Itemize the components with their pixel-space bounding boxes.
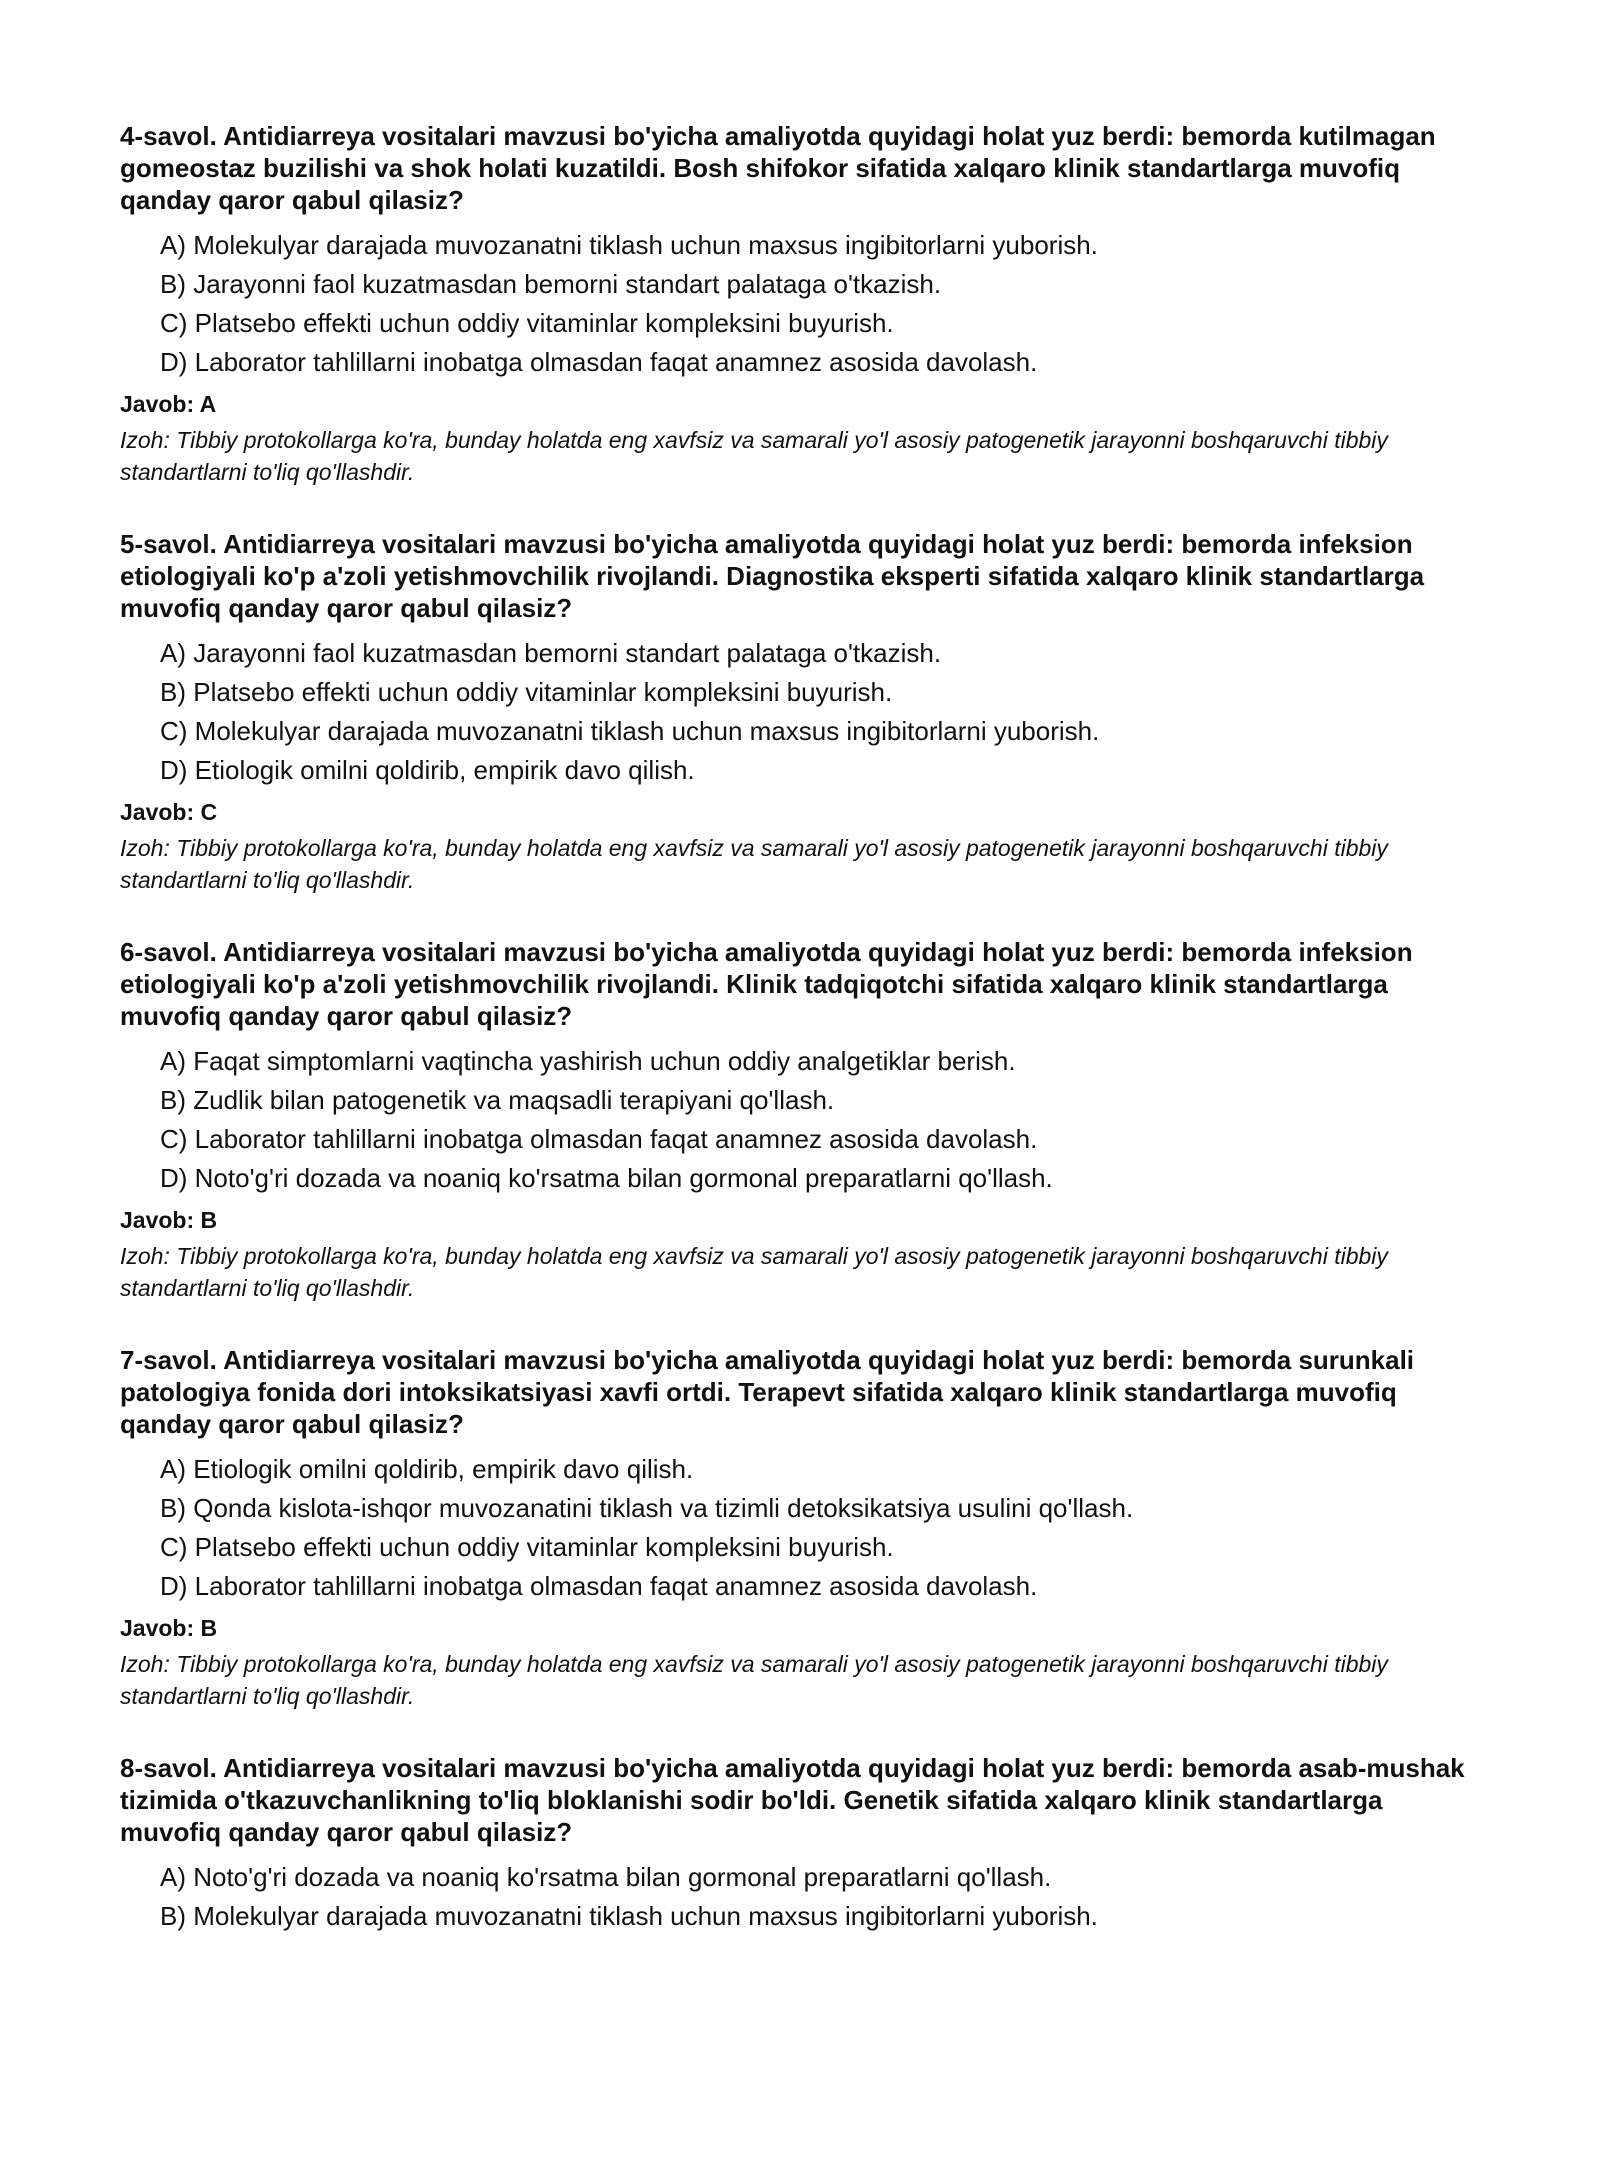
question-title: 5-savol. Antidiarreya vositalari mavzusi bo'yicha amaliyotda quyidagi holat yuz berdi: bemorda infeksion etiologiyali ko'p a'zoli yetishmovchilik rivojlandi. Diagnostika eksperti sifatida xalqaro klinik standartlarga muvofiq qanday qaror qabul qilasiz? <box>120 529 1425 623</box>
option-b: B) Qonda kislota-ishqor muvozanatini tiklash va tizimli detoksikatsiya usulini qo'llash. <box>160 1493 1134 1523</box>
explanation-note: Izoh: Tibbiy protokollarga ko'ra, bunday holatda eng xavfsiz va samarali yo'l asosiy patogenetik jarayonni boshqaruvchi tibbiy standartlarni to'liq qo'llashdir. <box>120 835 1388 893</box>
question-6 <box>120 936 1490 1344</box>
option-d: D) Noto'g'ri dozada va noaniq ko'rsatma bilan gormonal preparatlarni qo'llash. <box>160 1163 1053 1193</box>
option-c: C) Platsebo effekti uchun oddiy vitaminlar kompleksini buyurish. <box>160 1532 894 1562</box>
options-list <box>160 1858 1490 1936</box>
option-d: D) Etiologik omilni qoldirib, empirik davo qilish. <box>160 755 695 785</box>
option-a: A) Etiologik omilni qoldirib, empirik davo qilish. <box>160 1454 694 1484</box>
question-5 <box>120 528 1490 936</box>
option-a: A) Molekulyar darajada muvozanatni tiklash uchun maxsus ingibitorlarni yuborish. <box>160 230 1098 260</box>
answer-label: Javob: B <box>120 1207 218 1233</box>
option-a: A) Jarayonni faol kuzatmasdan bemorni standart palataga o'tkazish. <box>160 638 942 668</box>
option-b: B) Zudlik bilan patogenetik va maqsadli terapiyani qo'llash. <box>160 1085 835 1115</box>
option-c: C) Molekulyar darajada muvozanatni tiklash uchun maxsus ingibitorlarni yuborish. <box>160 716 1100 746</box>
option-d: D) Laborator tahlillarni inobatga olmasdan faqat anamnez asosida davolash. <box>160 347 1038 377</box>
explanation-note: Izoh: Tibbiy protokollarga ko'ra, bunday holatda eng xavfsiz va samarali yo'l asosiy patogenetik jarayonni boshqaruvchi tibbiy standartlarni to'liq qo'llashdir. <box>120 1651 1388 1709</box>
answer-label: Javob: B <box>120 1615 218 1641</box>
option-c: C) Laborator tahlillarni inobatga olmasdan faqat anamnez asosida davolash. <box>160 1124 1038 1154</box>
options-list <box>160 226 1490 382</box>
options-list <box>160 1042 1490 1198</box>
question-7 <box>120 1344 1490 1752</box>
question-4 <box>120 120 1490 528</box>
question-title: 4-savol. Antidiarreya vositalari mavzusi bo'yicha amaliyotda quyidagi holat yuz berdi: bemorda kutilmagan gomeostaz buzilishi va shok holati kuzatildi. Bosh shifokor sifatida xalqaro klinik standartlarga muvofiq qanday qaror qabul qilasiz? <box>120 121 1436 215</box>
option-a: A) Noto'g'ri dozada va noaniq ko'rsatma bilan gormonal preparatlarni qo'llash. <box>160 1862 1052 1892</box>
option-c: C) Platsebo effekti uchun oddiy vitaminlar kompleksini buyurish. <box>160 308 894 338</box>
option-b: B) Platsebo effekti uchun oddiy vitaminlar kompleksini buyurish. <box>160 677 893 707</box>
question-title: 7-savol. Antidiarreya vositalari mavzusi bo'yicha amaliyotda quyidagi holat yuz berdi: bemorda surunkali patologiya fonida dori intoksikatsiyasi xavfi ortdi. Terapevt sifatida xalqaro klinik standartlarga muvofiq qanday qaror qabul qilasiz? <box>120 1345 1415 1439</box>
document-page <box>120 120 1490 2160</box>
explanation-note: Izoh: Tibbiy protokollarga ko'ra, bunday holatda eng xavfsiz va samarali yo'l asosiy patogenetik jarayonni boshqaruvchi tibbiy standartlarni to'liq qo'llashdir. <box>120 1243 1388 1301</box>
question-8 <box>120 1752 1490 2160</box>
option-d: D) Laborator tahlillarni inobatga olmasdan faqat anamnez asosida davolash. <box>160 1571 1038 1601</box>
options-list <box>160 1450 1490 1606</box>
question-title: 6-savol. Antidiarreya vositalari mavzusi bo'yicha amaliyotda quyidagi holat yuz berdi: bemorda infeksion etiologiyali ko'p a'zoli yetishmovchilik rivojlandi. Klinik tadqiqotchi sifatida xalqaro klinik standartlarga muvofiq qanday qaror qabul qilasiz? <box>120 937 1413 1031</box>
answer-label: Javob: C <box>120 799 218 825</box>
option-b: B) Jarayonni faol kuzatmasdan bemorni standart palataga o'tkazish. <box>160 269 942 299</box>
question-title: 8-savol. Antidiarreya vositalari mavzusi bo'yicha amaliyotda quyidagi holat yuz berdi: bemorda asab-mushak tizimida o'tkazuvchanlikning to'liq bloklanishi sodir bo'ldi. Genetik sifatida xalqaro klinik standartlarga muvofiq qanday qaror qabul qilasiz? <box>120 1753 1465 1847</box>
answer-label: Javob: A <box>120 391 217 417</box>
explanation-note: Izoh: Tibbiy protokollarga ko'ra, bunday holatda eng xavfsiz va samarali yo'l asosiy patogenetik jarayonni boshqaruvchi tibbiy standartlarni to'liq qo'llashdir. <box>120 427 1388 485</box>
options-list <box>160 634 1490 790</box>
option-a: A) Faqat simptomlarni vaqtincha yashirish uchun oddiy analgetiklar berish. <box>160 1046 1016 1076</box>
option-b: B) Molekulyar darajada muvozanatni tiklash uchun maxsus ingibitorlarni yuborish. <box>160 1901 1098 1931</box>
